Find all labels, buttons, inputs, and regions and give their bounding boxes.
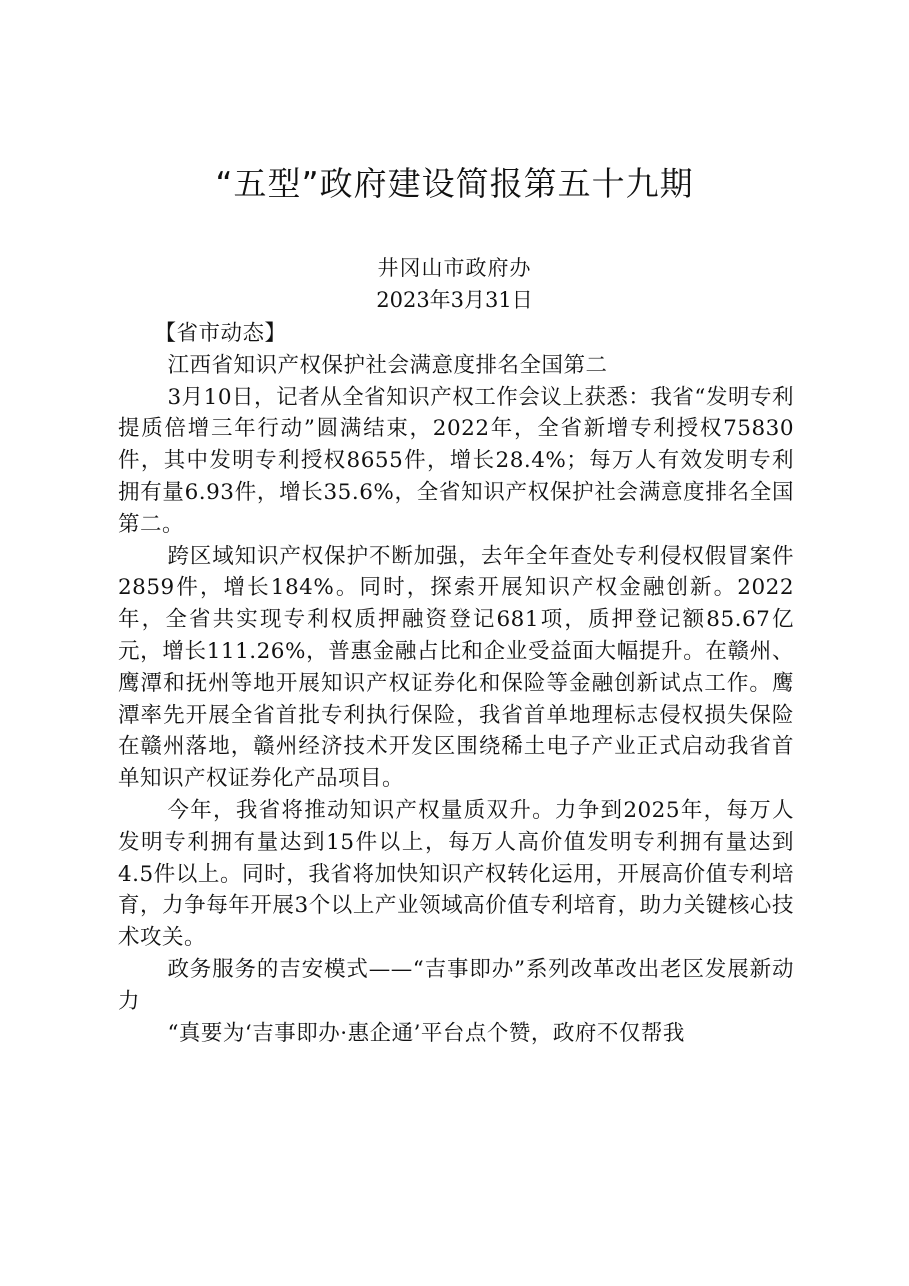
issue-date: 2023年3月31日	[376, 288, 533, 312]
issuer-name: 井冈山市政府办	[377, 256, 532, 280]
article-paragraph: 跨区域知识产权保护不断加强，去年全年查处专利侵权假冒案件2859件，增长184%。同时，探索开展知识产权金融创新。2022年，全省共实现专利权质押融资登记681项，质押登记额85.67亿元，增长111.26%，普惠金融占比和企业受益面大幅提升。在赣州、鹰潭和抚州等地开展知识产权证券化和保险等金融创新试点工作。鹰潭率先开展全省首批专利执行保险，我省首单地理标志侵权损失保险在赣州落地，赣州经济技术开发区围绕稀土电子产业正式启动我省首单知识产权证券化产品项目。	[118, 543, 794, 792]
article-headline: 政务服务的吉安模式——“吉事即办”系列改革改出老区发展新动力	[118, 956, 794, 1014]
article-paragraph: “真要为‘吉事即办·惠企通’平台点个赞，政府不仅帮我	[167, 1020, 685, 1046]
section-heading: 【省市动态】	[154, 321, 287, 346]
article-headline: 江西省知识产权保护社会满意度排名全国第二	[167, 352, 608, 378]
article-paragraph: 3月10日，记者从全省知识产权工作会议上获悉：我省“发明专利提质倍增三年行动”圆满结束，2022年，全省新增专利授权75830件，其中发明专利授权8655件，增长28.4%；每万人有效发明专利拥有量6.93件，增长35.6%，全省知识产权保护社会满意度排名全国第二。	[118, 384, 794, 537]
document-title: “五型”政府建设简报第五十九期	[215, 164, 694, 203]
document-body	[118, 318, 794, 1049]
article-paragraph: 今年，我省将推动知识产权量质双升。力争到2025年，每万人发明专利拥有量达到15件以上，每万人高价值发明专利拥有量达到4.5件以上。同时，我省将加快知识产权转化运用，开展高价值专利培育，力争每年开展3个以上产业领域高价值专利培育，助力关键核心技术攻关。	[118, 797, 794, 951]
